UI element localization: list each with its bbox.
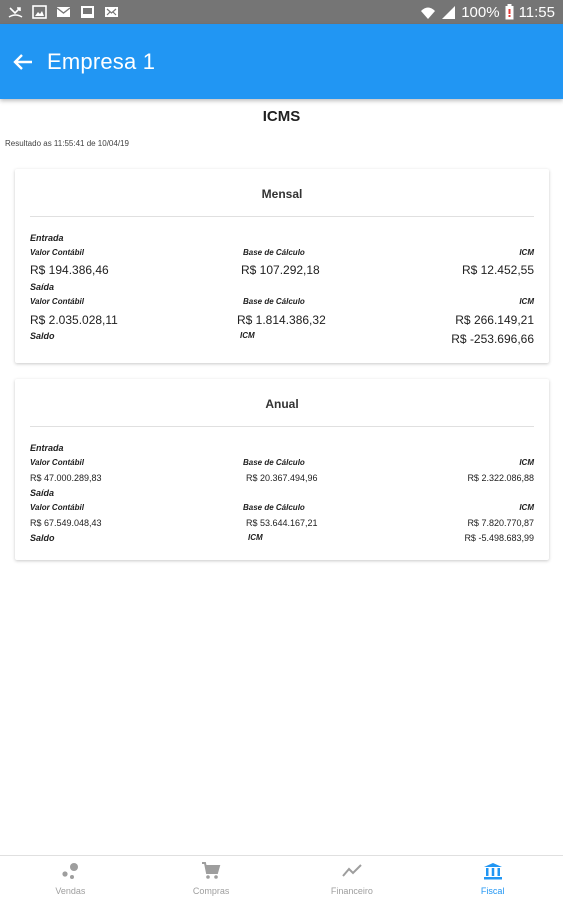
nav-vendas[interactable] xyxy=(0,856,141,900)
arrow-left-icon xyxy=(13,53,33,71)
system-status xyxy=(420,4,555,21)
saldo-label: Saldo xyxy=(30,331,55,341)
battery-percent: 100% xyxy=(461,3,500,21)
app-bar xyxy=(0,24,563,99)
nav-label: Compras xyxy=(192,886,230,896)
saida-label: Saída xyxy=(30,282,55,292)
valor-contabil-label: Valor Contábil xyxy=(30,248,84,257)
saida-valor: R$ 2.035.028,11 xyxy=(30,313,118,327)
back-button[interactable] xyxy=(10,49,36,75)
entrada-valor: R$ 194.386,46 xyxy=(30,263,109,277)
bottom-navigation xyxy=(0,855,563,900)
base-calculo-label: Base de Cálculo xyxy=(243,503,305,512)
battery-icon xyxy=(505,4,514,20)
saldo-icm: R$ -5.498.683,99 xyxy=(464,533,534,543)
entrada-base: R$ 107.292,18 xyxy=(241,263,320,277)
icm-label: ICM xyxy=(519,503,534,512)
icm-label: ICM xyxy=(519,248,534,257)
nav-label: Fiscal xyxy=(480,886,505,896)
message-icon xyxy=(104,5,119,19)
saida-valor: R$ 67.549.048,43 xyxy=(30,518,102,528)
base-calculo-label: Base de Cálculo xyxy=(243,297,305,306)
status-bar xyxy=(0,0,563,24)
bank-icon xyxy=(483,862,503,880)
signal-icon xyxy=(441,5,456,20)
app-title: Empresa 1 xyxy=(47,48,156,74)
saldo-icm-label: ICM xyxy=(240,331,255,340)
entrada-valor: R$ 47.000.289,83 xyxy=(30,473,102,483)
base-calculo-label: Base de Cálculo xyxy=(243,248,305,257)
saida-icm: R$ 266.149,21 xyxy=(455,313,534,327)
photo-icon xyxy=(80,5,95,19)
wifi-icon xyxy=(420,5,436,20)
image-icon xyxy=(32,5,47,19)
entrada-icm: R$ 2.322.086,88 xyxy=(467,473,534,483)
nav-financeiro[interactable] xyxy=(282,856,423,900)
saida-base: R$ 53.644.167,21 xyxy=(246,518,318,528)
sales-icon xyxy=(60,862,80,880)
saida-base: R$ 1.814.386,32 xyxy=(237,313,326,327)
result-timestamp: Resultado as 11:55:41 de 10/04/19 xyxy=(5,139,129,148)
missed-call-icon xyxy=(8,5,23,19)
entrada-base: R$ 20.367.494,96 xyxy=(246,473,318,483)
mensal-card xyxy=(15,169,549,363)
entrada-label: Entrada xyxy=(30,233,64,243)
entrada-label: Entrada xyxy=(30,443,64,453)
cart-icon xyxy=(201,862,221,880)
entrada-icm: R$ 12.452,55 xyxy=(461,263,534,277)
mail-icon xyxy=(56,5,71,19)
divider xyxy=(30,426,534,427)
saida-label: Saída xyxy=(30,488,55,498)
anual-card xyxy=(15,379,549,560)
valor-contabil-label: Valor Contábil xyxy=(30,458,84,467)
saldo-icm-label: ICM xyxy=(248,533,263,542)
saida-icm: R$ 7.820.770,87 xyxy=(467,518,534,528)
base-calculo-label: Base de Cálculo xyxy=(243,458,305,467)
valor-contabil-label: Valor Contábil xyxy=(30,297,84,306)
card-title: Anual xyxy=(265,397,299,411)
nav-compras[interactable] xyxy=(141,856,282,900)
divider xyxy=(30,216,534,217)
page-title: ICMS xyxy=(262,108,301,125)
card-title: Mensal xyxy=(261,187,303,201)
notification-icons xyxy=(8,5,119,19)
valor-contabil-label: Valor Contábil xyxy=(30,503,84,512)
icm-label: ICM xyxy=(519,458,534,467)
nav-label: Vendas xyxy=(55,886,86,896)
nav-fiscal[interactable] xyxy=(422,856,563,900)
trend-icon xyxy=(342,862,362,880)
saldo-icm: R$ -253.696,66 xyxy=(451,332,534,346)
icm-label: ICM xyxy=(519,297,534,306)
saldo-label: Saldo xyxy=(30,533,55,543)
nav-label: Financeiro xyxy=(330,886,373,896)
clock: 11:55 xyxy=(518,3,555,21)
